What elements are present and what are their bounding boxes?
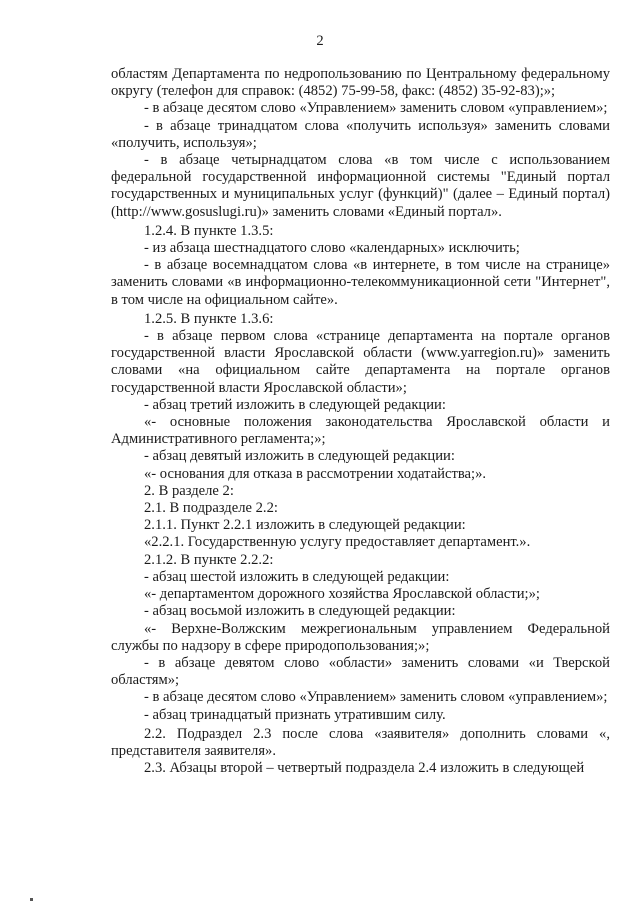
- paragraph: - абзац тринадцатый признать утратившим силу.: [144, 706, 446, 723]
- paragraph: 2.2. Подраздел 2.3 после слова «заявителя» дополнить словами «, представителя заявителя».: [111, 725, 610, 759]
- paragraph: - в абзаце четырнадцатом слова «в том числе с использованием федеральной государственной информационной системы "Единый портал государственных и муниципальных услуг (функций)" (далее – Единый портал) (http://www.gosuslugi.ru)» заменить словами «Единый портал».: [111, 152, 610, 220]
- paragraph: - абзац восьмой изложить в следующей редакции:: [144, 603, 456, 620]
- paragraph: - в абзаце тринадцатом слова «получить используя» заменить словами «получить, используя»;: [111, 117, 610, 151]
- scan-speck: [30, 898, 33, 901]
- paragraph: - в абзаце десятом слово «Управлением» заменить словом «управлением»;: [144, 689, 608, 706]
- page-number: 2: [316, 33, 324, 49]
- section-heading: 2. В разделе 2:: [144, 482, 234, 499]
- paragraph: 2.1.1. Пункт 2.2.1 изложить в следующей редакции:: [144, 517, 466, 534]
- section-heading: 1.2.5. В пункте 1.3.6:: [144, 310, 274, 327]
- paragraph: - абзац шестой изложить в следующей редакции:: [144, 568, 450, 585]
- section-heading: 2.1. В подразделе 2.2:: [144, 500, 278, 517]
- paragraph: «- основания для отказа в рассмотрении ходатайства;».: [144, 465, 487, 482]
- paragraph: - в абзаце десятом слово «Управлением» заменить словом «управлением»;: [144, 100, 608, 117]
- document-body: [111, 66, 610, 777]
- paragraph-continuation: областям Департамента по недропользованию по Центральному федеральному округу (телефон для справок: (4852) 75-99-58, факс: (4852) 35-92-83);»;: [111, 66, 610, 100]
- paragraph: - из абзаца шестнадцатого слово «календарных» исключить;: [144, 240, 520, 257]
- paragraph: - абзац девятый изложить в следующей редакции:: [144, 448, 455, 465]
- paragraph: - в абзаце первом слова «странице департамента на портале органов государственной власти Ярославской области (www.yarregion.ru)» заменить словами «на официальном сайте департамента на портале органов государственной власти Ярославской области»;: [111, 328, 610, 396]
- paragraph: «- Верхне-Волжским межрегиональным управлением Федеральной службы по надзору в сфере природопользования;»;: [111, 620, 610, 654]
- section-heading: 1.2.4. В пункте 1.3.5:: [144, 222, 274, 239]
- paragraph: - в абзаце восемнадцатом слова «в интернете, в том числе на странице» заменить словами «в информационно-телекоммуникационной сети "Интернет", в том числе на официальном сайте».: [111, 257, 610, 308]
- paragraph: - абзац третий изложить в следующей редакции:: [144, 396, 446, 413]
- paragraph: - в абзаце девятом слово «области» заменить словами «и Тверской областям»;: [111, 654, 610, 689]
- paragraph: «2.2.1. Государственную услугу предоставляет департамент.».: [144, 534, 531, 551]
- paragraph: 2.3. Абзацы второй – четвертый подраздела 2.4 изложить в следующей: [144, 760, 585, 777]
- section-heading: 2.1.2. В пункте 2.2.2:: [144, 551, 274, 568]
- paragraph: «- основные положения законодательства Ярославской области и Административного регламента;»;: [111, 414, 610, 448]
- paragraph: «- департаментом дорожного хозяйства Ярославской области;»;: [144, 586, 540, 603]
